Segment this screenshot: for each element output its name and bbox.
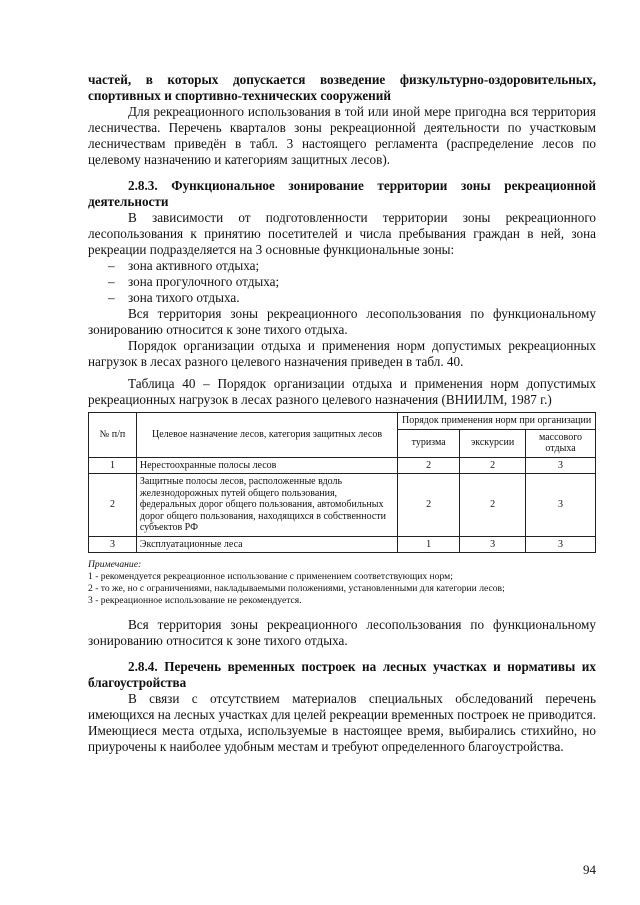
note-item: 2 - то же, но с ограничениями, накладываемыми положениями, установленными для категории лесов; bbox=[88, 583, 505, 594]
section-284-title: 2.8.4. Перечень временных построек на лесных участках и нормативы их благоустройства bbox=[88, 659, 596, 690]
header-tourism: туризма bbox=[398, 429, 460, 457]
row-name: Нерестоохранные полосы лесов bbox=[136, 457, 397, 474]
row-excursion: 3 bbox=[460, 536, 526, 553]
row-excursion: 2 bbox=[460, 457, 526, 474]
after-table-paragraph: Вся территория зоны рекреационного лесопользования по функциональному зонированию относится к зоне тихого отдыха. bbox=[88, 617, 596, 648]
table-caption: Таблица 40 – Порядок организации отдыха и применения норм допустимых рекреационных нагрузок в лесах разного целевого назначения (ВНИИЛМ, 1987 г.) bbox=[88, 376, 596, 407]
row-mass: 3 bbox=[526, 457, 596, 474]
note-item: 1 - рекомендуется рекреационное использование с применением соответствующих норм; bbox=[88, 571, 453, 582]
section-283-para2: Вся территория зоны рекреационного лесопользования по функциональному зонированию относится к зоне тихого отдыха. bbox=[88, 306, 596, 337]
row-tourism: 1 bbox=[398, 536, 460, 553]
intro-paragraph: Для рекреационного использования в той или иной мере пригодна вся территория лесничества. Перечень кварталов зоны рекреационной деятельности по участковым лесничествам приведён в табл. 3 настоящего регламента (распределение лесов по целевому назначению и категориям защитных лесов). bbox=[88, 104, 596, 167]
row-num: 1 bbox=[89, 457, 137, 474]
note-title: Примечание: bbox=[88, 559, 142, 570]
table-row bbox=[89, 536, 596, 553]
header-group: Порядок применения норм при организации bbox=[398, 413, 596, 430]
table-row bbox=[89, 474, 596, 537]
row-num: 3 bbox=[89, 536, 137, 553]
list-item: – зона тихого отдыха. bbox=[108, 290, 596, 306]
row-tourism: 2 bbox=[398, 474, 460, 537]
header-excursion: экскурсии bbox=[460, 429, 526, 457]
header-num: № п/п bbox=[89, 413, 137, 458]
header-mass: массового отдыха bbox=[526, 429, 596, 457]
intro-heading-end: частей, в которых допускается возведение физкультурно-оздоровительных, спортивных и спортивно-технических сооружений bbox=[88, 72, 596, 103]
row-num: 2 bbox=[89, 474, 137, 537]
row-mass: 3 bbox=[526, 474, 596, 537]
section-283-title: 2.8.3. Функциональное зонирование территории зоны рекреационной деятельности bbox=[88, 178, 596, 209]
document-page bbox=[88, 72, 596, 755]
row-name: Эксплуатационные леса bbox=[136, 536, 397, 553]
header-purpose: Целевое назначение лесов, категория защитных лесов bbox=[136, 413, 397, 458]
row-excursion: 2 bbox=[460, 474, 526, 537]
table-row bbox=[89, 457, 596, 474]
row-mass: 3 bbox=[526, 536, 596, 553]
table-40 bbox=[88, 412, 596, 553]
row-name: Защитные полосы лесов, расположенные вдоль железнодорожных путей общего пользования, федеральных дорог общего пользования, автомобильных дорог общего пользования, находящихся в собственности субъектов РФ bbox=[136, 474, 397, 537]
section-284-paragraph: В связи с отсутствием материалов специальных обследований перечень имеющихся на лесных участках для целей рекреации временных построек не приводится. Имеющиеся места отдыха, используемые в настоящее время, выбирались стихийно, но приурочены к наиболее удобным местам и требуют определенного благоустройства. bbox=[88, 691, 596, 754]
row-tourism: 2 bbox=[398, 457, 460, 474]
list-item: – зона прогулочного отдыха; bbox=[108, 274, 596, 290]
list-item: – зона активного отдыха; bbox=[108, 258, 596, 274]
section-283-para1: В зависимости от подготовленности территории зоны рекреационного лесопользования к принятию посетителей и числа пребывания граждан в ней, зона рекреации подразделяется на 3 основные функциональные зоны: bbox=[88, 210, 596, 257]
zones-list bbox=[88, 258, 596, 306]
page-number: 94 bbox=[583, 862, 596, 877]
table-note bbox=[88, 559, 596, 607]
note-item: 3 - рекреационное использование не рекомендуется. bbox=[88, 595, 302, 606]
section-283-para3: Порядок организации отдыха и применения норм допустимых рекреационных нагрузок в лесах разного целевого назначения приведен в табл. 40. bbox=[88, 338, 596, 369]
